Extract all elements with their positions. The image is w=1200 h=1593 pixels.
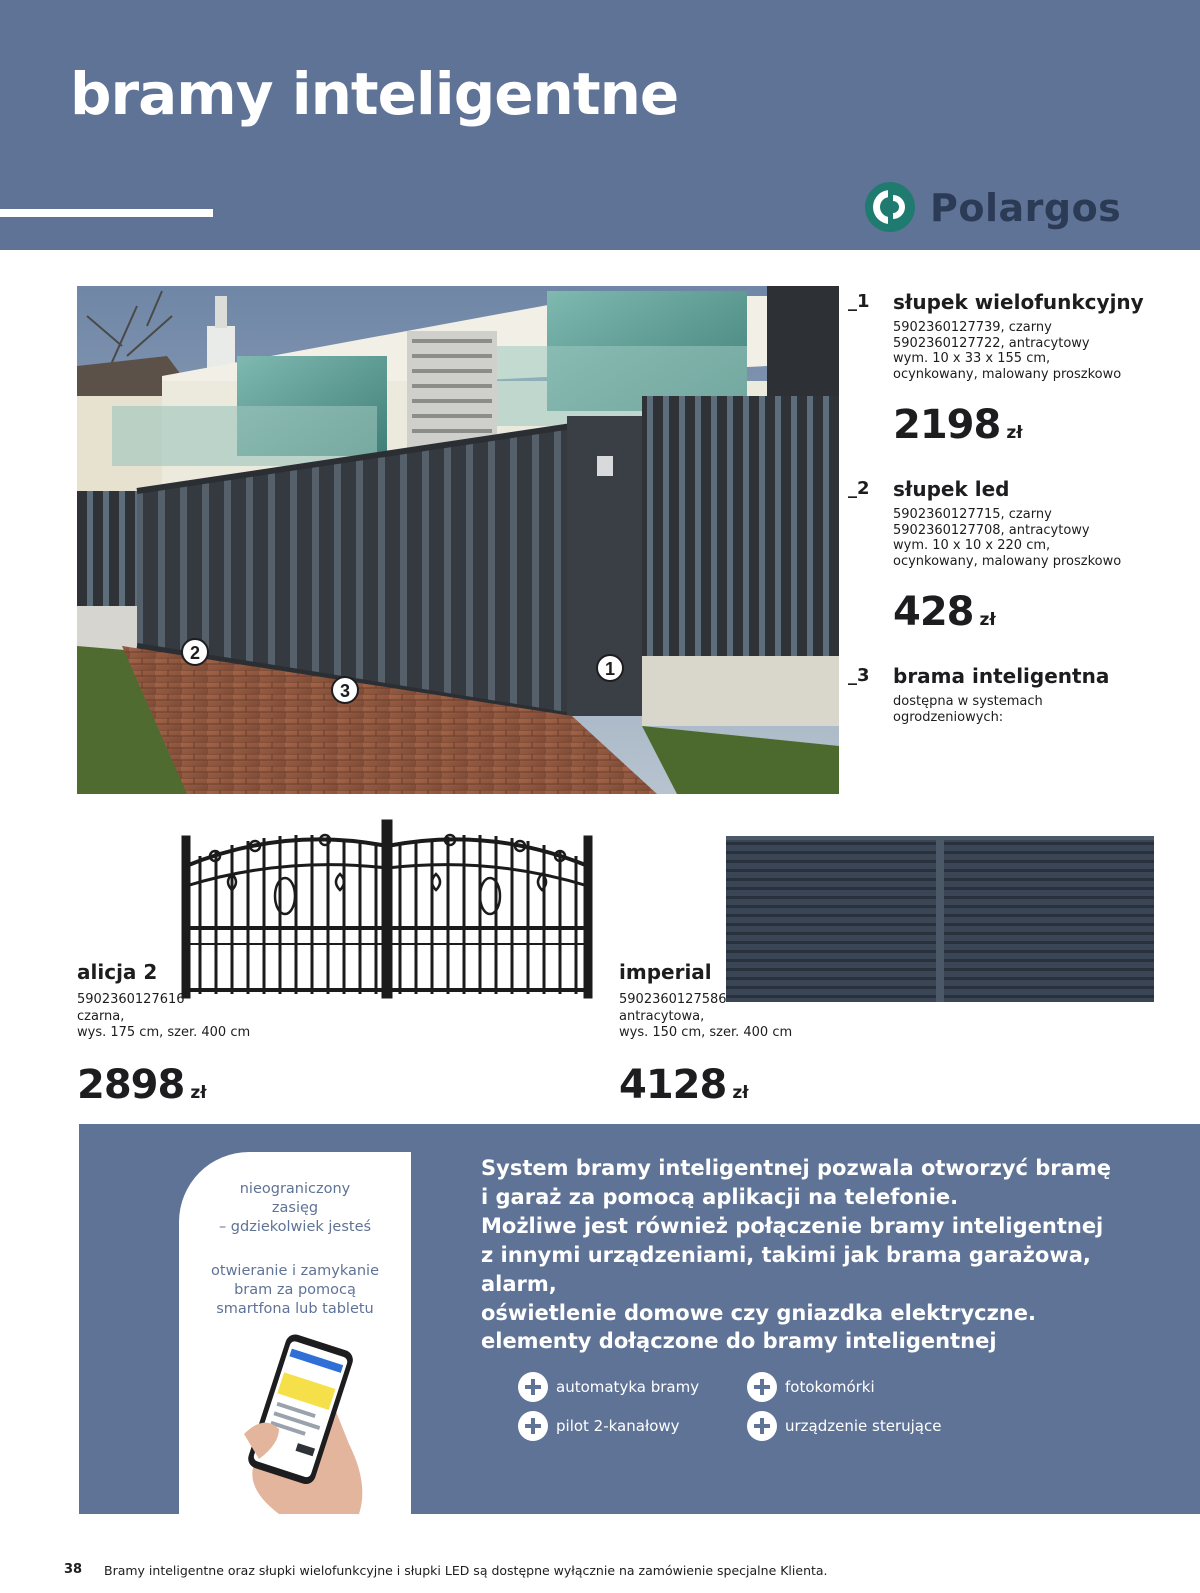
hero-photo xyxy=(77,286,839,794)
included-elements-heading: elementy dołączone do bramy inteligentnej xyxy=(481,1329,997,1353)
gate-price: 4128 zł xyxy=(619,1062,749,1108)
marker-2 xyxy=(182,639,208,665)
product-name: słupek wielofunkcyjny xyxy=(893,290,1144,314)
product-led-post xyxy=(848,477,1178,637)
product-name: brama inteligentna xyxy=(893,664,1110,688)
gate-price: 2898 zł xyxy=(77,1062,207,1108)
product-price: 2198 zł xyxy=(893,402,1023,448)
product-spec: 5902360127739, czarny 5902360127722, antracytowy wym. 10 x 33 x 155 cm, ocynkowany, malowany proszkowo xyxy=(893,320,1122,382)
plus-icon xyxy=(518,1411,548,1441)
gate-spec: 5902360127616 czarna, wys. 175 cm, szer. 400 cm xyxy=(77,992,251,1040)
header-band xyxy=(0,0,1200,250)
smart-gate-info-panel xyxy=(79,1124,1200,1514)
marker-1 xyxy=(597,655,623,681)
gate-spec: 5902360127586 antracytowa, wys. 150 cm, szer. 400 cm xyxy=(619,992,793,1040)
gate-name: alicja 2 xyxy=(77,960,158,984)
svg-text:3: 3 xyxy=(339,681,351,701)
smartphone-in-hand-icon xyxy=(219,1334,379,1514)
feature-label: urządzenie sterujące xyxy=(785,1417,942,1435)
product-price: 428 zł xyxy=(893,589,996,635)
product-smart-gate xyxy=(848,664,1178,724)
phone-card xyxy=(179,1152,411,1514)
plus-icon xyxy=(747,1372,777,1402)
plus-icon xyxy=(518,1372,548,1402)
feature-photocells xyxy=(747,1372,875,1402)
panel-description: System bramy inteligentnej pozwala otworzyć bramę i garaż za pomocą aplikacji na telefonie. Możliwe jest również połączenie bramy inteligentnej z innymi urządzeniami, takimi jak brama garażowa, alarm, oświetlenie domowe czy gniazdka elektryczne. xyxy=(481,1156,1111,1325)
gate-name: imperial xyxy=(619,960,712,984)
footnote: Bramy inteligentne oraz słupki wielofunkcyjne i słupki LED są dostępne wyłącznie na zamówienie specjalne Klienta. xyxy=(104,1563,828,1578)
svg-text:2: 2 xyxy=(189,643,201,663)
feature-label: pilot 2-kanałowy xyxy=(556,1417,680,1435)
product-spec: dostępna w systemach ogrodzeniowych: xyxy=(893,694,1043,725)
product-name: słupek led xyxy=(893,477,1010,501)
product-number: _1 xyxy=(848,291,870,312)
product-multifunction-post xyxy=(848,290,1178,450)
svg-text:1: 1 xyxy=(604,659,616,679)
feature-label: fotokomórki xyxy=(785,1378,875,1396)
feature-control-unit xyxy=(747,1411,941,1441)
gate-imperial-image xyxy=(726,836,1154,1002)
card-text-control: otwieranie i zamykanie bram za pomocą smartfona lub tabletu xyxy=(211,1263,379,1317)
product-number: _2 xyxy=(848,478,870,499)
plus-icon xyxy=(747,1411,777,1441)
feature-label: automatyka bramy xyxy=(556,1378,700,1396)
page-number: 38 xyxy=(64,1562,83,1577)
marker-3 xyxy=(332,677,358,703)
product-number: _3 xyxy=(848,665,870,686)
card-text-range: nieograniczony zasięg – gdziekolwiek jesteś xyxy=(218,1181,372,1235)
page-title: bramy inteligentne xyxy=(70,60,679,128)
feature-remote xyxy=(518,1411,680,1441)
product-spec: 5902360127715, czarny 5902360127708, antracytowy wym. 10 x 10 x 220 cm, ocynkowany, malowany proszkowo xyxy=(893,507,1122,569)
feature-gate-automation xyxy=(518,1372,699,1402)
brand-name: Polargos xyxy=(930,186,1122,230)
brand-logo xyxy=(864,181,1122,237)
header-rule xyxy=(0,209,213,217)
polargos-logo-icon xyxy=(864,181,916,233)
gate-alicja-image xyxy=(180,816,594,1000)
